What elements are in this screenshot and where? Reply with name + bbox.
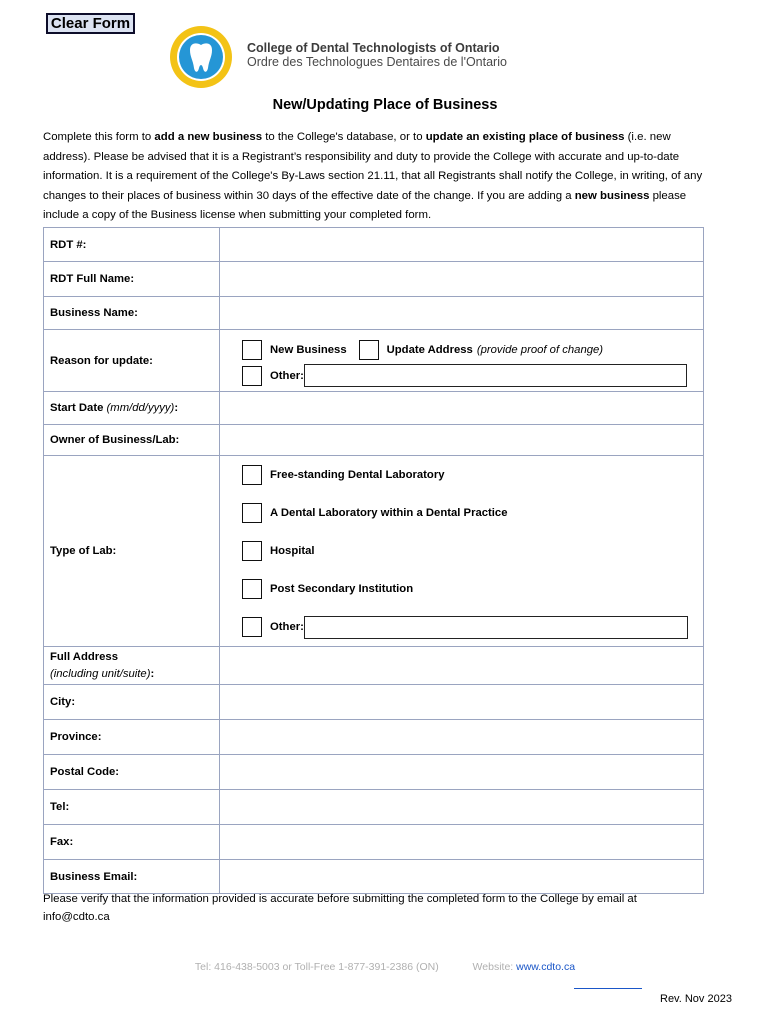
tel-input[interactable] bbox=[220, 790, 704, 825]
province-input[interactable] bbox=[220, 720, 704, 755]
owner-input[interactable] bbox=[220, 425, 704, 456]
row-rdt-full-name bbox=[44, 262, 704, 297]
lab-other-checkbox[interactable] bbox=[242, 617, 262, 637]
business-form-table bbox=[43, 227, 704, 894]
lab-free-standing-label: Free-standing Dental Laboratory bbox=[270, 469, 445, 481]
postal-code-input[interactable] bbox=[220, 755, 704, 790]
business-email-input[interactable] bbox=[220, 860, 704, 894]
row-province bbox=[44, 720, 704, 755]
start-date-input[interactable] bbox=[220, 392, 704, 425]
update-address-checkbox[interactable] bbox=[359, 340, 379, 360]
start-date-text: Start Date bbox=[50, 402, 104, 414]
contact-footer bbox=[0, 961, 770, 973]
lab-post-secondary-label: Post Secondary Institution bbox=[270, 583, 414, 595]
business-email-label: Business Email: bbox=[44, 860, 220, 894]
fax-input[interactable] bbox=[220, 825, 704, 860]
new-business-label: New Business bbox=[270, 343, 347, 356]
fax-label: Fax: bbox=[44, 825, 220, 860]
website-label: Website: bbox=[472, 961, 517, 973]
full-address-colon: : bbox=[150, 667, 155, 680]
type-of-lab-label: Type of Lab: bbox=[44, 456, 220, 647]
intro-bold-2: update an existing place of business bbox=[425, 131, 625, 143]
page-title: New/Updating Place of Business bbox=[272, 97, 498, 113]
city-label: City: bbox=[44, 685, 220, 720]
lab-hospital-label: Hospital bbox=[270, 545, 315, 557]
revision-date: Rev. Nov 2023 bbox=[660, 993, 732, 1005]
intro-bold-3: new business bbox=[574, 189, 650, 202]
full-address-note: (including unit/suite) bbox=[50, 667, 151, 680]
intro-paragraph bbox=[43, 128, 708, 226]
row-business-name bbox=[44, 297, 704, 330]
update-address-label: Update Address bbox=[386, 343, 473, 356]
lab-free-standing-checkbox[interactable] bbox=[242, 465, 262, 485]
row-full-address bbox=[44, 647, 704, 685]
update-address-note: (provide proof of change) bbox=[476, 343, 604, 356]
row-fax bbox=[44, 825, 704, 860]
contact-phone: Tel: 416-438-5003 or Toll-Free 1-877-391-2386 (ON) bbox=[194, 961, 439, 973]
new-business-checkbox[interactable] bbox=[242, 340, 262, 360]
row-reason bbox=[44, 330, 704, 392]
intro-text-1: Complete this form to bbox=[43, 131, 155, 143]
intro-text-2: to the College's database, or to bbox=[262, 131, 426, 143]
full-address-input[interactable] bbox=[220, 647, 704, 685]
intro-bold-1: add a new business bbox=[154, 131, 263, 143]
full-address-text: Full Address bbox=[50, 650, 119, 663]
row-type-of-lab bbox=[44, 456, 704, 647]
lab-within-practice-checkbox[interactable] bbox=[242, 503, 262, 523]
lab-post-secondary-checkbox[interactable] bbox=[242, 579, 262, 599]
business-name-input[interactable] bbox=[220, 297, 704, 330]
org-name-en: College of Dental Technologists of Ontario bbox=[247, 41, 500, 55]
website-link[interactable]: www.cdto.ca bbox=[516, 961, 576, 973]
row-rdt-number bbox=[44, 228, 704, 262]
reason-other-input[interactable] bbox=[304, 364, 687, 387]
row-start-date bbox=[44, 392, 704, 425]
postal-code-label: Postal Code: bbox=[44, 755, 220, 790]
type-of-lab-options bbox=[220, 456, 704, 647]
tel-label: Tel: bbox=[44, 790, 220, 825]
city-input[interactable] bbox=[220, 685, 704, 720]
reason-other-checkbox[interactable] bbox=[242, 366, 262, 386]
row-tel bbox=[44, 790, 704, 825]
org-name-fr: Ordre des Technologues Dentaires de l'Ontario bbox=[247, 55, 507, 69]
reason-other-label: Other: bbox=[270, 369, 304, 382]
college-logo-icon bbox=[166, 24, 237, 90]
lab-hospital-checkbox[interactable] bbox=[242, 541, 262, 561]
organization-name bbox=[247, 41, 507, 69]
rdt-number-input[interactable] bbox=[220, 228, 704, 262]
start-date-label bbox=[44, 392, 220, 425]
rdt-full-name-label: RDT Full Name: bbox=[44, 262, 220, 297]
full-address-label bbox=[44, 647, 220, 685]
business-name-label: Business Name: bbox=[44, 297, 220, 330]
clear-form-button[interactable]: Clear Form bbox=[46, 13, 135, 34]
row-business-email bbox=[44, 860, 704, 894]
owner-label: Owner of Business/Lab: bbox=[44, 425, 220, 456]
start-date-format: (mm/dd/yyyy) bbox=[106, 402, 175, 414]
intro-text-4: please include a copy of the Business license when submitting your completed form. bbox=[43, 189, 687, 221]
intro-text-3: (i.e. new address). Please be advised that it is a Registrant’s responsibility and duty to provide the College with accurate and up-to-date information. It is a requirement of the College's By-Laws section 21.11, that all Registrants shall notify the College, in writing, of any changes to their places of business within 30 days of the effective date of the change. If you are adding a bbox=[43, 131, 703, 202]
rdt-number-label: RDT #: bbox=[44, 228, 220, 262]
row-city bbox=[44, 685, 704, 720]
lab-other-label: Other: bbox=[270, 621, 304, 633]
start-date-colon: : bbox=[174, 402, 179, 414]
lab-other-input[interactable] bbox=[304, 616, 688, 639]
footer-link-underline bbox=[574, 988, 642, 989]
rdt-full-name-input[interactable] bbox=[220, 262, 704, 297]
province-label: Province: bbox=[44, 720, 220, 755]
row-postal-code bbox=[44, 755, 704, 790]
reason-options bbox=[220, 330, 704, 392]
lab-within-practice-label: A Dental Laboratory within a Dental Practice bbox=[270, 507, 508, 519]
verification-note: Please verify that the information provided is accurate before submitting the completed form to the College by email at info@cdto.ca bbox=[43, 893, 637, 923]
row-owner bbox=[44, 425, 704, 456]
reason-label: Reason for update: bbox=[44, 330, 220, 392]
